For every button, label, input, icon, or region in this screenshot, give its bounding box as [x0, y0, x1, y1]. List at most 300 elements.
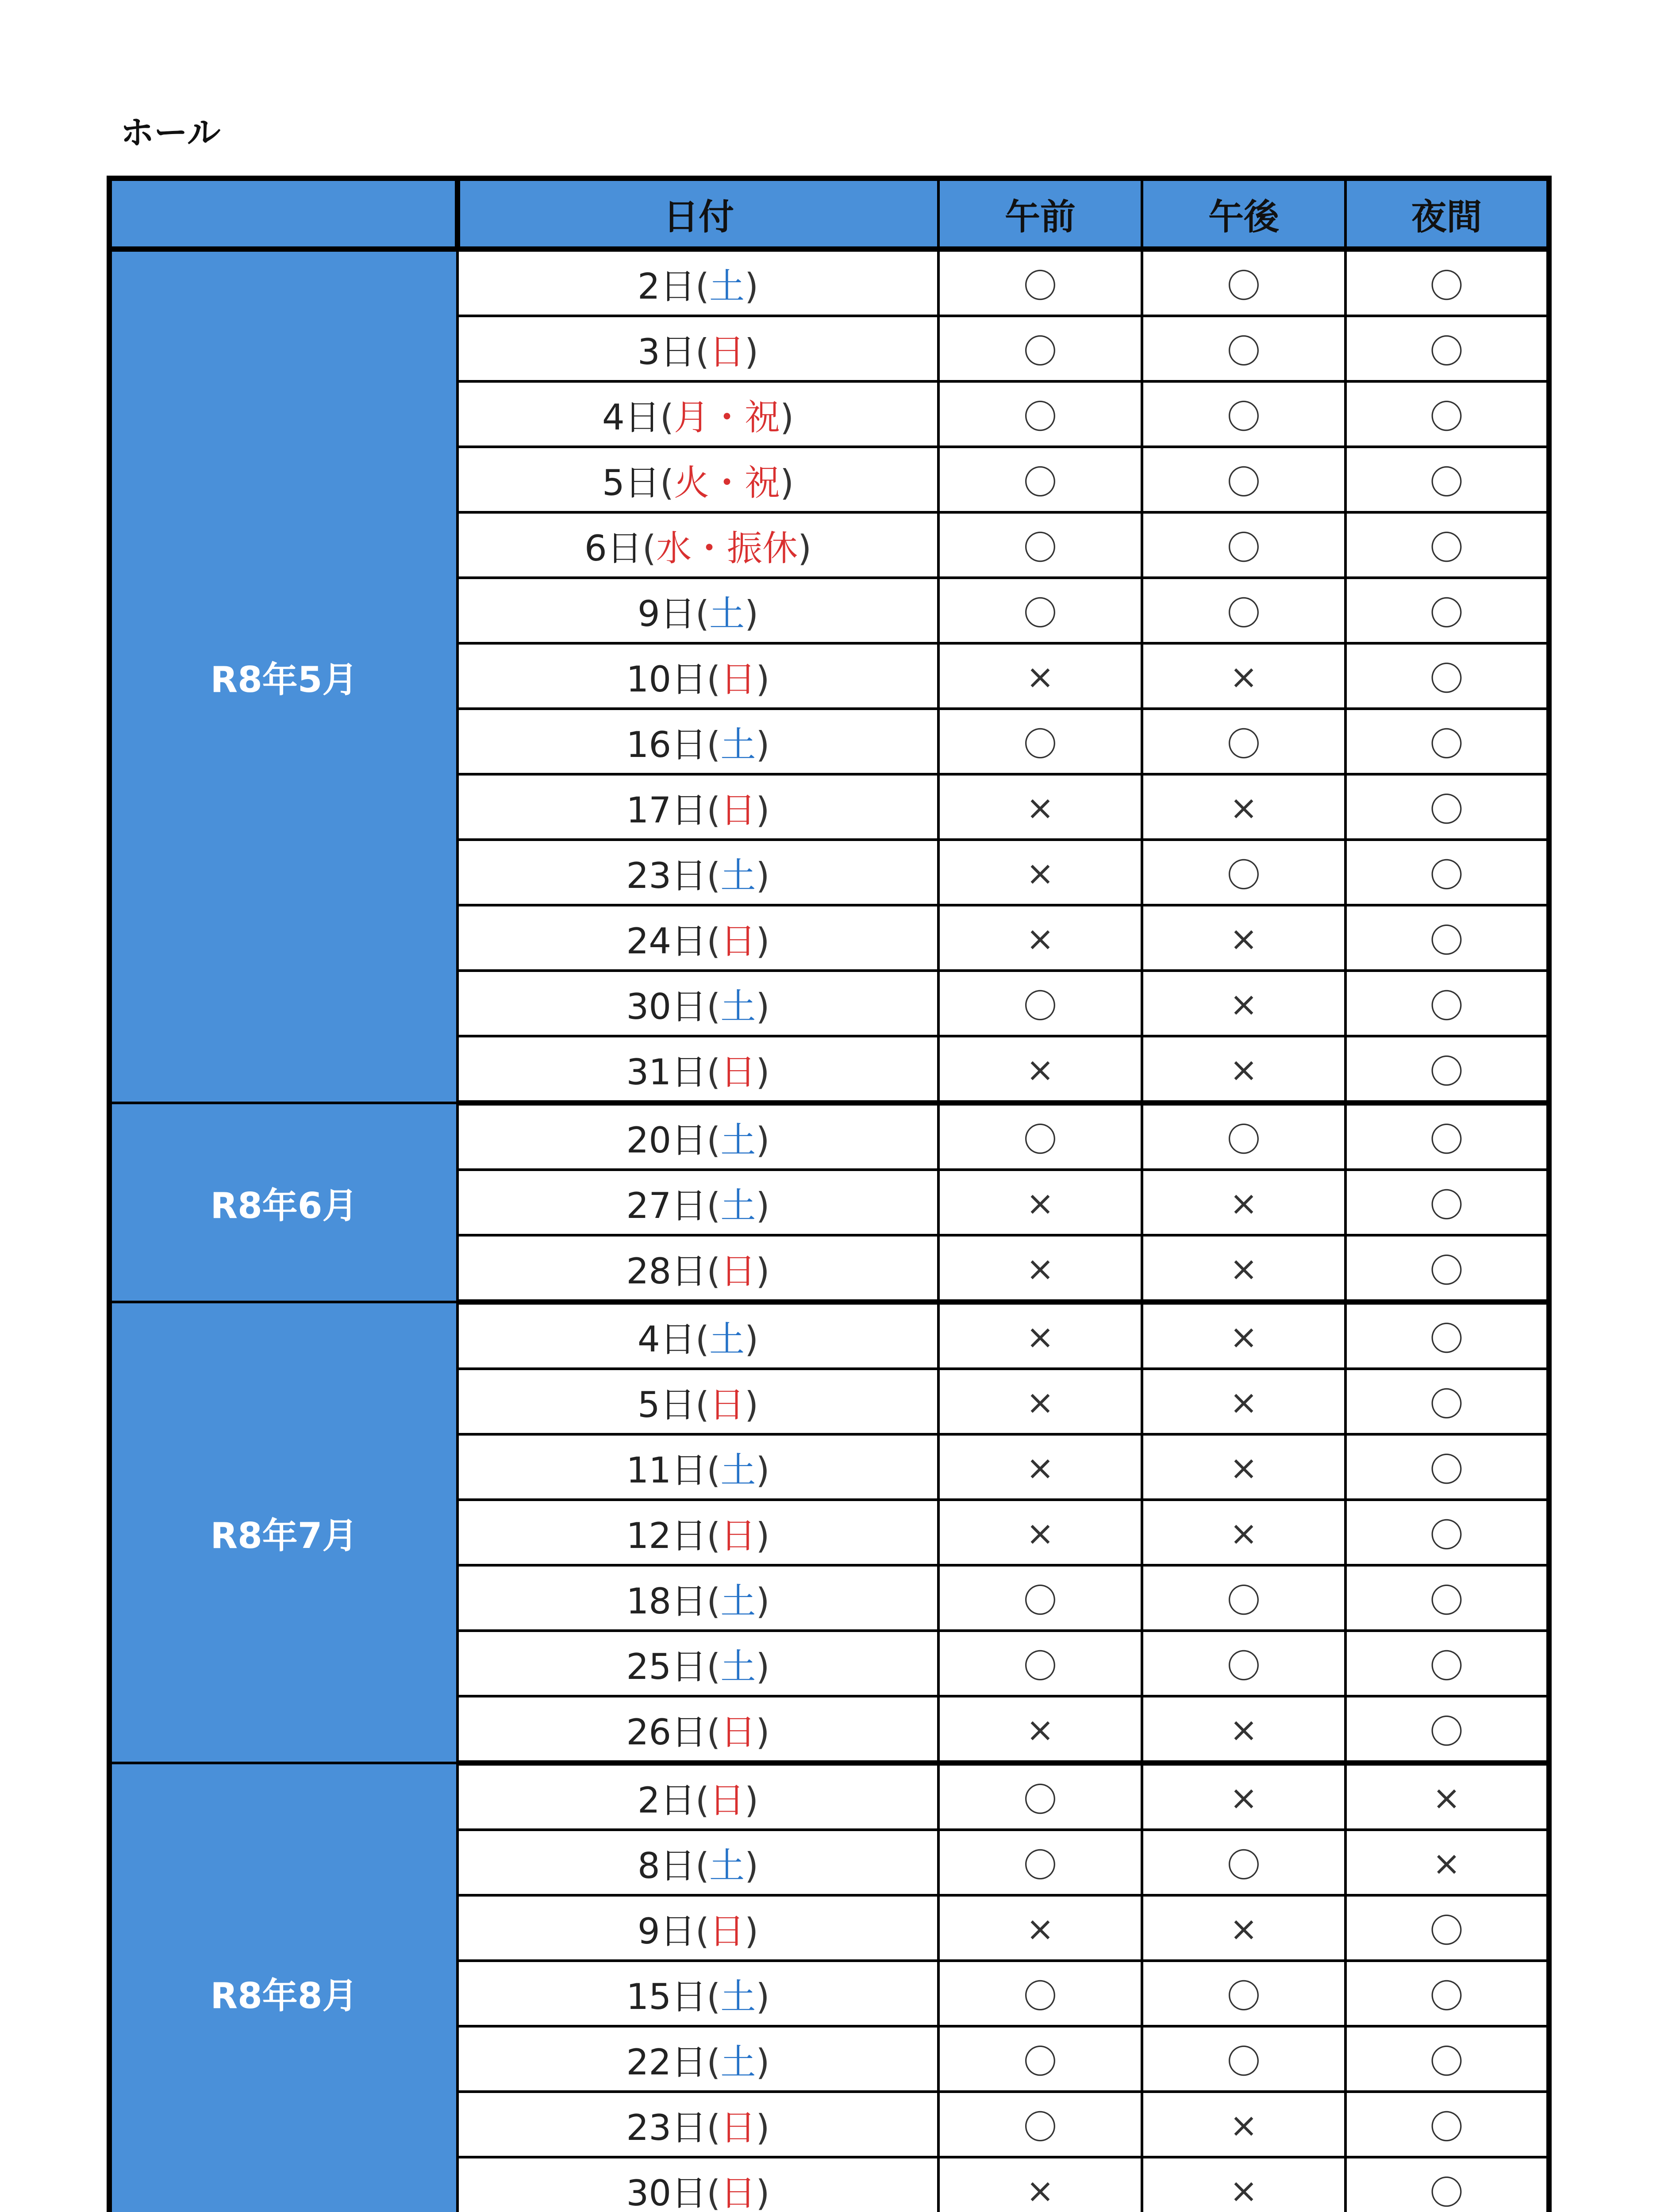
- day-of-week: 火・祝: [673, 462, 780, 503]
- day-of-week: 日: [720, 658, 756, 700]
- header-row: [109, 178, 1549, 249]
- day-of-week: 日: [709, 1910, 745, 1952]
- morning-cell: [938, 249, 1142, 316]
- night-cell: [1345, 1830, 1549, 1895]
- night-availability-mark: 〇: [1430, 986, 1464, 1026]
- day-number: 4日: [637, 1318, 696, 1360]
- afternoon-availability-mark: ×: [1230, 1183, 1258, 1223]
- day-number: 6日: [584, 527, 642, 569]
- open-paren: (: [707, 1580, 721, 1622]
- night-cell: [1345, 2157, 1549, 2212]
- afternoon-cell: [1142, 774, 1345, 840]
- date-cell: [457, 1961, 938, 2026]
- afternoon-availability-mark: 〇: [1227, 724, 1261, 764]
- morning-availability-mark: 〇: [1023, 1120, 1057, 1160]
- morning-cell: [938, 2157, 1142, 2212]
- day-of-week: 土: [720, 1449, 756, 1491]
- day-number: 30日: [626, 2172, 707, 2212]
- open-paren: (: [707, 920, 721, 962]
- afternoon-cell: [1142, 512, 1345, 578]
- open-paren: (: [695, 1910, 709, 1952]
- day-of-week: 土: [709, 593, 745, 634]
- day-of-week: 土: [720, 1976, 756, 2017]
- afternoon-availability-mark: 〇: [1227, 1976, 1261, 2016]
- open-paren: (: [707, 1646, 721, 1687]
- day-of-week: 日: [720, 1051, 756, 1093]
- afternoon-availability-mark: ×: [1230, 1909, 1258, 1948]
- afternoon-cell: [1142, 1369, 1345, 1434]
- day-of-week: 日: [720, 1250, 756, 1292]
- day-of-week: 土: [720, 1646, 756, 1687]
- morning-availability-mark: ×: [1026, 1709, 1054, 1749]
- close-paren: ): [780, 396, 794, 438]
- afternoon-availability-mark: ×: [1230, 1049, 1258, 1089]
- morning-cell: [938, 381, 1142, 447]
- close-paren: ): [756, 986, 770, 1027]
- night-cell: [1345, 1895, 1549, 1961]
- morning-cell: [938, 1696, 1142, 1763]
- afternoon-cell: [1142, 643, 1345, 709]
- day-number: 26日: [626, 1711, 707, 1753]
- morning-availability-mark: ×: [1026, 853, 1054, 893]
- night-cell: [1345, 905, 1549, 971]
- date-cell: [457, 1235, 938, 1302]
- open-paren: (: [695, 265, 709, 307]
- night-cell: [1345, 840, 1549, 905]
- day-number: 2日: [637, 265, 696, 307]
- open-paren: (: [707, 986, 721, 1027]
- morning-cell: [938, 2092, 1142, 2157]
- afternoon-availability-mark: ×: [1230, 787, 1258, 827]
- morning-cell: [938, 971, 1142, 1036]
- night-cell: [1345, 316, 1549, 381]
- afternoon-cell: [1142, 1036, 1345, 1103]
- open-paren: (: [695, 1845, 709, 1886]
- afternoon-cell: [1142, 578, 1345, 643]
- day-number: 20日: [626, 1119, 707, 1161]
- morning-cell: [938, 905, 1142, 971]
- night-cell: [1345, 2092, 1549, 2157]
- open-paren: (: [707, 1185, 721, 1226]
- day-of-week: 日: [720, 789, 756, 831]
- date-cell: [457, 643, 938, 709]
- date-cell: [457, 1895, 938, 1961]
- close-paren: ): [756, 2172, 770, 2212]
- night-availability-mark: 〇: [1430, 1052, 1464, 1091]
- day-of-week: 月・祝: [673, 396, 780, 438]
- day-number: 11日: [626, 1449, 707, 1491]
- morning-availability-mark: 〇: [1023, 1976, 1057, 2016]
- morning-cell: [938, 1895, 1142, 1961]
- night-availability-mark: ×: [1432, 1778, 1461, 1817]
- date-cell: [457, 2026, 938, 2092]
- afternoon-availability-mark: ×: [1230, 2105, 1258, 2145]
- close-paren: ): [744, 331, 759, 373]
- close-paren: ): [756, 724, 770, 765]
- close-paren: ): [744, 1318, 759, 1360]
- morning-cell: [938, 2026, 1142, 2092]
- afternoon-cell: [1142, 1830, 1345, 1895]
- night-availability-mark: 〇: [1430, 790, 1464, 830]
- morning-availability-mark: 〇: [1023, 986, 1057, 1026]
- morning-availability-mark: ×: [1026, 1317, 1054, 1356]
- open-paren: (: [707, 855, 721, 896]
- table-row: [109, 249, 1549, 316]
- date-cell: [457, 2157, 938, 2212]
- afternoon-cell: [1142, 1500, 1345, 1565]
- day-number: 30日: [626, 986, 707, 1027]
- night-availability-mark: 〇: [1430, 1646, 1464, 1686]
- morning-cell: [938, 1170, 1142, 1235]
- morning-cell: [938, 840, 1142, 905]
- date-column-header: 日付: [457, 178, 938, 249]
- date-cell: [457, 709, 938, 774]
- night-cell: [1345, 1631, 1549, 1696]
- afternoon-cell: [1142, 1631, 1345, 1696]
- night-availability-mark: 〇: [1430, 397, 1464, 437]
- day-number: 12日: [626, 1515, 707, 1556]
- month-label: R8年7月: [109, 1302, 457, 1763]
- morning-cell: [938, 1631, 1142, 1696]
- night-availability-mark: ×: [1432, 1843, 1461, 1883]
- afternoon-availability-mark: 〇: [1227, 266, 1261, 306]
- night-availability-mark: 〇: [1430, 266, 1464, 306]
- day-of-week: 日: [720, 2107, 756, 2148]
- night-availability-mark: 〇: [1430, 1712, 1464, 1751]
- page-title: ホール: [120, 113, 221, 152]
- day-of-week: 土: [720, 986, 756, 1027]
- night-availability-mark: 〇: [1430, 1251, 1464, 1290]
- morning-cell: [938, 1565, 1142, 1631]
- close-paren: ): [744, 593, 759, 634]
- afternoon-cell: [1142, 1763, 1345, 1830]
- day-of-week: 土: [709, 265, 745, 307]
- close-paren: ): [756, 1976, 770, 2017]
- afternoon-availability-mark: 〇: [1227, 1646, 1261, 1686]
- afternoon-availability-mark: ×: [1230, 2170, 1258, 2210]
- day-number: 23日: [626, 855, 707, 896]
- date-cell: [457, 1763, 938, 1830]
- morning-cell: [938, 578, 1142, 643]
- day-of-week: 日: [720, 1515, 756, 1556]
- night-cell: [1345, 447, 1549, 512]
- open-paren: (: [707, 2041, 721, 2083]
- afternoon-availability-mark: ×: [1230, 1448, 1258, 1487]
- day-of-week: 土: [720, 1580, 756, 1622]
- afternoon-availability-mark: ×: [1230, 984, 1258, 1024]
- afternoon-availability-mark: ×: [1230, 918, 1258, 958]
- night-availability-mark: 〇: [1430, 593, 1464, 633]
- afternoon-cell: [1142, 1302, 1345, 1369]
- morning-availability-mark: ×: [1026, 1183, 1054, 1223]
- day-of-week: 土: [720, 855, 756, 896]
- afternoon-cell: [1142, 1961, 1345, 2026]
- close-paren: ): [744, 1910, 759, 1952]
- night-cell: [1345, 512, 1549, 578]
- open-paren: (: [707, 1051, 721, 1093]
- morning-cell: [938, 709, 1142, 774]
- morning-cell: [938, 1434, 1142, 1500]
- day-of-week: 土: [720, 1119, 756, 1161]
- afternoon-availability-mark: 〇: [1227, 1581, 1261, 1621]
- morning-availability-mark: ×: [1026, 2170, 1054, 2210]
- morning-availability-mark: ×: [1026, 1049, 1054, 1089]
- close-paren: ): [756, 1051, 770, 1093]
- night-cell: [1345, 1369, 1549, 1434]
- table-row: [109, 1763, 1549, 1830]
- afternoon-cell: [1142, 905, 1345, 971]
- day-number: 18日: [626, 1580, 707, 1622]
- morning-availability-mark: 〇: [1023, 397, 1057, 437]
- morning-availability-mark: ×: [1026, 1513, 1054, 1553]
- night-cell: [1345, 1763, 1549, 1830]
- morning-availability-mark: 〇: [1023, 331, 1057, 371]
- date-cell: [457, 1500, 938, 1565]
- date-cell: [457, 316, 938, 381]
- morning-cell: [938, 1763, 1142, 1830]
- month-label: R8年6月: [109, 1103, 457, 1302]
- day-number: 10日: [626, 658, 707, 700]
- afternoon-cell: [1142, 1434, 1345, 1500]
- open-paren: (: [707, 1515, 721, 1556]
- open-paren: (: [695, 1318, 709, 1360]
- morning-availability-mark: ×: [1026, 1448, 1054, 1487]
- day-of-week: 日: [720, 2172, 756, 2212]
- open-paren: (: [695, 1779, 709, 1821]
- close-paren: ): [756, 1250, 770, 1292]
- afternoon-availability-mark: 〇: [1227, 1120, 1261, 1160]
- night-availability-mark: 〇: [1430, 1185, 1464, 1225]
- open-paren: (: [695, 1384, 709, 1425]
- night-column-header: 夜間: [1345, 178, 1549, 249]
- day-of-week: 土: [709, 1318, 745, 1360]
- day-number: 5日: [637, 1384, 696, 1425]
- afternoon-cell: [1142, 840, 1345, 905]
- afternoon-availability-mark: ×: [1230, 1317, 1258, 1356]
- afternoon-cell: [1142, 1235, 1345, 1302]
- night-availability-mark: 〇: [1430, 1911, 1464, 1951]
- open-paren: (: [707, 1119, 721, 1161]
- day-number: 16日: [626, 724, 707, 765]
- close-paren: ): [756, 1449, 770, 1491]
- afternoon-cell: [1142, 381, 1345, 447]
- close-paren: ): [744, 265, 759, 307]
- date-cell: [457, 447, 938, 512]
- close-paren: ): [780, 462, 794, 503]
- close-paren: ): [756, 1515, 770, 1556]
- night-availability-mark: 〇: [1430, 921, 1464, 960]
- afternoon-availability-mark: ×: [1230, 657, 1258, 696]
- morning-availability-mark: ×: [1026, 787, 1054, 827]
- date-cell: [457, 578, 938, 643]
- night-cell: [1345, 1961, 1549, 2026]
- day-of-week: 日: [709, 1384, 745, 1425]
- night-cell: [1345, 1103, 1549, 1170]
- morning-cell: [938, 1830, 1142, 1895]
- afternoon-cell: [1142, 1696, 1345, 1763]
- morning-cell: [938, 774, 1142, 840]
- day-of-week: 土: [709, 1845, 745, 1886]
- date-cell: [457, 249, 938, 316]
- morning-availability-mark: 〇: [1023, 266, 1057, 306]
- night-availability-mark: 〇: [1430, 1515, 1464, 1555]
- date-cell: [457, 1696, 938, 1763]
- morning-availability-mark: 〇: [1023, 1845, 1057, 1885]
- afternoon-cell: [1142, 249, 1345, 316]
- day-of-week: 日: [709, 331, 745, 373]
- night-availability-mark: 〇: [1430, 528, 1464, 568]
- afternoon-cell: [1142, 1103, 1345, 1170]
- afternoon-availability-mark: 〇: [1227, 593, 1261, 633]
- close-paren: ): [756, 2107, 770, 2148]
- morning-cell: [938, 643, 1142, 709]
- morning-availability-mark: ×: [1026, 1909, 1054, 1948]
- day-number: 22日: [626, 2041, 707, 2083]
- night-availability-mark: 〇: [1430, 659, 1464, 699]
- day-of-week: 土: [720, 2041, 756, 2083]
- afternoon-availability-mark: ×: [1230, 1778, 1258, 1817]
- night-cell: [1345, 1434, 1549, 1500]
- open-paren: (: [707, 1449, 721, 1491]
- afternoon-cell: [1142, 2026, 1345, 2092]
- night-cell: [1345, 249, 1549, 316]
- night-cell: [1345, 643, 1549, 709]
- morning-availability-mark: 〇: [1023, 1646, 1057, 1686]
- morning-availability-mark: ×: [1026, 918, 1054, 958]
- day-number: 8日: [637, 1845, 696, 1886]
- day-number: 15日: [626, 1976, 707, 2017]
- afternoon-cell: [1142, 2157, 1345, 2212]
- date-cell: [457, 1830, 938, 1895]
- open-paren: (: [660, 462, 674, 503]
- night-cell: [1345, 1036, 1549, 1103]
- night-cell: [1345, 1302, 1549, 1369]
- night-availability-mark: 〇: [1430, 2042, 1464, 2081]
- open-paren: (: [707, 789, 721, 831]
- night-availability-mark: 〇: [1430, 2107, 1464, 2147]
- afternoon-availability-mark: 〇: [1227, 2042, 1261, 2081]
- day-number: 31日: [626, 1051, 707, 1093]
- afternoon-cell: [1142, 2092, 1345, 2157]
- day-of-week: 土: [720, 1185, 756, 1226]
- night-cell: [1345, 578, 1549, 643]
- date-cell: [457, 1036, 938, 1103]
- night-availability-mark: 〇: [1430, 462, 1464, 502]
- night-cell: [1345, 709, 1549, 774]
- close-paren: ): [756, 1580, 770, 1622]
- day-of-week: 土: [720, 724, 756, 765]
- afternoon-availability-mark: ×: [1230, 1513, 1258, 1553]
- night-availability-mark: 〇: [1430, 1976, 1464, 2016]
- month-label: R8年5月: [109, 249, 457, 1103]
- morning-availability-mark: 〇: [1023, 2042, 1057, 2081]
- close-paren: ): [744, 1845, 759, 1886]
- night-cell: [1345, 774, 1549, 840]
- close-paren: ): [756, 658, 770, 700]
- open-paren: (: [642, 527, 656, 569]
- day-number: 25日: [626, 1646, 707, 1687]
- morning-cell: [938, 447, 1142, 512]
- day-number: 2日: [637, 1779, 696, 1821]
- date-cell: [457, 381, 938, 447]
- morning-availability-mark: ×: [1026, 1382, 1054, 1422]
- close-paren: ): [756, 920, 770, 962]
- morning-availability-mark: 〇: [1023, 724, 1057, 764]
- morning-cell: [938, 1369, 1142, 1434]
- morning-cell: [938, 1302, 1142, 1369]
- day-number: 5日: [602, 462, 660, 503]
- night-cell: [1345, 1235, 1549, 1302]
- night-cell: [1345, 1696, 1549, 1763]
- date-cell: [457, 1434, 938, 1500]
- afternoon-availability-mark: 〇: [1227, 1845, 1261, 1885]
- morning-availability-mark: 〇: [1023, 528, 1057, 568]
- night-availability-mark: 〇: [1430, 1581, 1464, 1621]
- day-of-week: 日: [720, 920, 756, 962]
- open-paren: (: [707, 724, 721, 765]
- night-availability-mark: 〇: [1430, 1120, 1464, 1160]
- afternoon-cell: [1142, 1565, 1345, 1631]
- table-row: [109, 1302, 1549, 1369]
- date-cell: [457, 1565, 938, 1631]
- day-of-week: 日: [709, 1779, 745, 1821]
- afternoon-cell: [1142, 1895, 1345, 1961]
- afternoon-availability-mark: ×: [1230, 1382, 1258, 1422]
- date-cell: [457, 1631, 938, 1696]
- night-cell: [1345, 1500, 1549, 1565]
- close-paren: ): [797, 527, 812, 569]
- afternoon-column-header: 午後: [1142, 178, 1345, 249]
- morning-cell: [938, 1103, 1142, 1170]
- morning-cell: [938, 512, 1142, 578]
- day-number: 3日: [637, 331, 696, 373]
- day-number: 28日: [626, 1250, 707, 1292]
- close-paren: ): [756, 1185, 770, 1226]
- morning-availability-mark: ×: [1026, 657, 1054, 696]
- morning-cell: [938, 316, 1142, 381]
- schedule-body: [109, 249, 1549, 2212]
- afternoon-availability-mark: ×: [1230, 1709, 1258, 1749]
- date-cell: [457, 905, 938, 971]
- open-paren: (: [707, 1711, 721, 1753]
- night-cell: [1345, 1565, 1549, 1631]
- open-paren: (: [660, 396, 674, 438]
- night-cell: [1345, 2026, 1549, 2092]
- afternoon-availability-mark: 〇: [1227, 397, 1261, 437]
- morning-cell: [938, 1036, 1142, 1103]
- date-cell: [457, 512, 938, 578]
- afternoon-availability-mark: 〇: [1227, 462, 1261, 502]
- day-of-week: 水・振休: [656, 527, 798, 569]
- date-cell: [457, 840, 938, 905]
- morning-cell: [938, 1500, 1142, 1565]
- morning-availability-mark: 〇: [1023, 1581, 1057, 1621]
- morning-availability-mark: ×: [1026, 1248, 1054, 1288]
- morning-availability-mark: 〇: [1023, 2107, 1057, 2147]
- day-number: 9日: [637, 1910, 696, 1952]
- open-paren: (: [707, 658, 721, 700]
- afternoon-cell: [1142, 1170, 1345, 1235]
- close-paren: ): [756, 1646, 770, 1687]
- morning-availability-mark: 〇: [1023, 593, 1057, 633]
- night-availability-mark: 〇: [1430, 855, 1464, 895]
- table-row: [109, 1103, 1549, 1170]
- day-number: 4日: [602, 396, 660, 438]
- close-paren: ): [756, 2041, 770, 2083]
- close-paren: ): [756, 1119, 770, 1161]
- date-cell: [457, 1369, 938, 1434]
- reservation-table: [107, 176, 1552, 2212]
